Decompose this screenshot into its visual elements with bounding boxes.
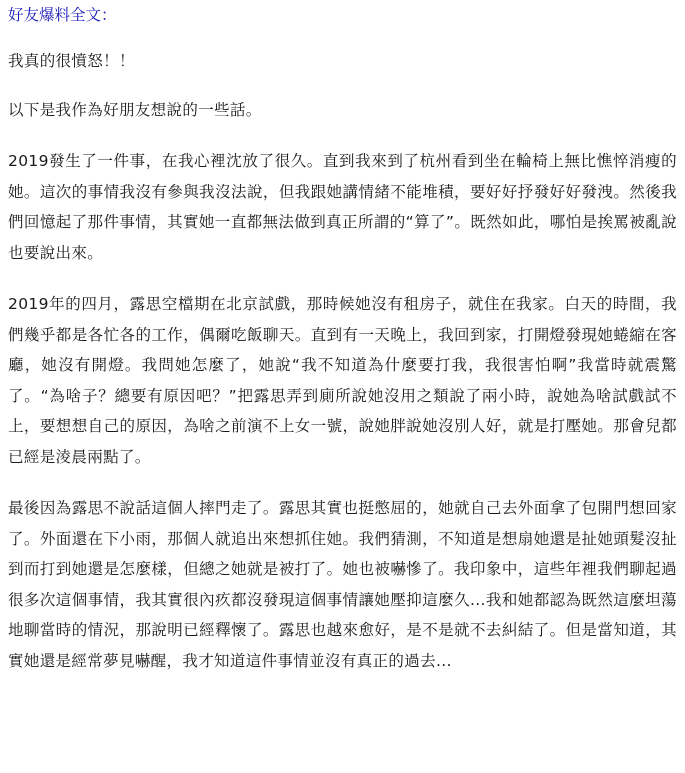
paragraph-4: 2019年的四月，露思空檔期在北京試戲，那時候她沒有租房子，就住在我家。白天的時間，我們幾乎都是各忙各的工作，偶爾吃飯聊天。直到有一天晚上，我回到家，打開燈發現她蜷縮在客廳，她沒有開燈。我問她怎麼了，她說“我不知道為什麼要打我，我很害怕啊”我當時就震驚了。“為啥子？總要有原因吧？”把露思弄到廁所說她沒用之類說了兩小時，說她為啥試戲試不上，要想想自己的原因，為啥之前演不上女一號，說她胖說她沒別人好，就是打壓她。那會兒都已經是淩晨兩點了。 (8, 295, 677, 466)
paragraph-1: 我真的很憤怒！！ (8, 52, 135, 70)
article-heading: 好友爆料全文： (8, 6, 117, 24)
paragraph-5: 最後因為露思不說話這個人摔門走了。露思其實也挺憋屈的，她就自己去外面拿了包開門想回家了。外面還在下小雨，那個人就追出來想抓住她。我們猜測，不知道是想扇她還是扯她頭髮沒扯到而打到她還是怎麼樣，但總之她就是被打了。她也被嚇慘了。我印象中，這些年裡我們聊起過很多次這個事情，我其實很內疚都沒發現這個事情讓她壓抑這麼久...我和她都認為既然這麼坦蕩地聊當時的情況，那說明已經釋懷了。露思也越來愈好，是不是就不去糾結了。但是當知道，其實她還是經常夢見嚇醒，我才知道這件事情並沒有真正的過去... (8, 499, 677, 670)
paragraph-3: 2019發生了一件事，在我心裡沈放了很久。直到我來到了杭州看到坐在輪椅上無比憔悴消瘦的她。這次的事情我沒有參與我沒法說，但我跟她講情緒不能堆積，要好好抒發好好發洩。然後我們回憶起了那件事情，其實她一直都無法做到真正所謂的“算了”。既然如此，哪怕是挨罵被亂說也要說出來。 (8, 152, 677, 262)
paragraph-2: 以下是我作為好朋友想說的一些話。 (8, 100, 262, 119)
